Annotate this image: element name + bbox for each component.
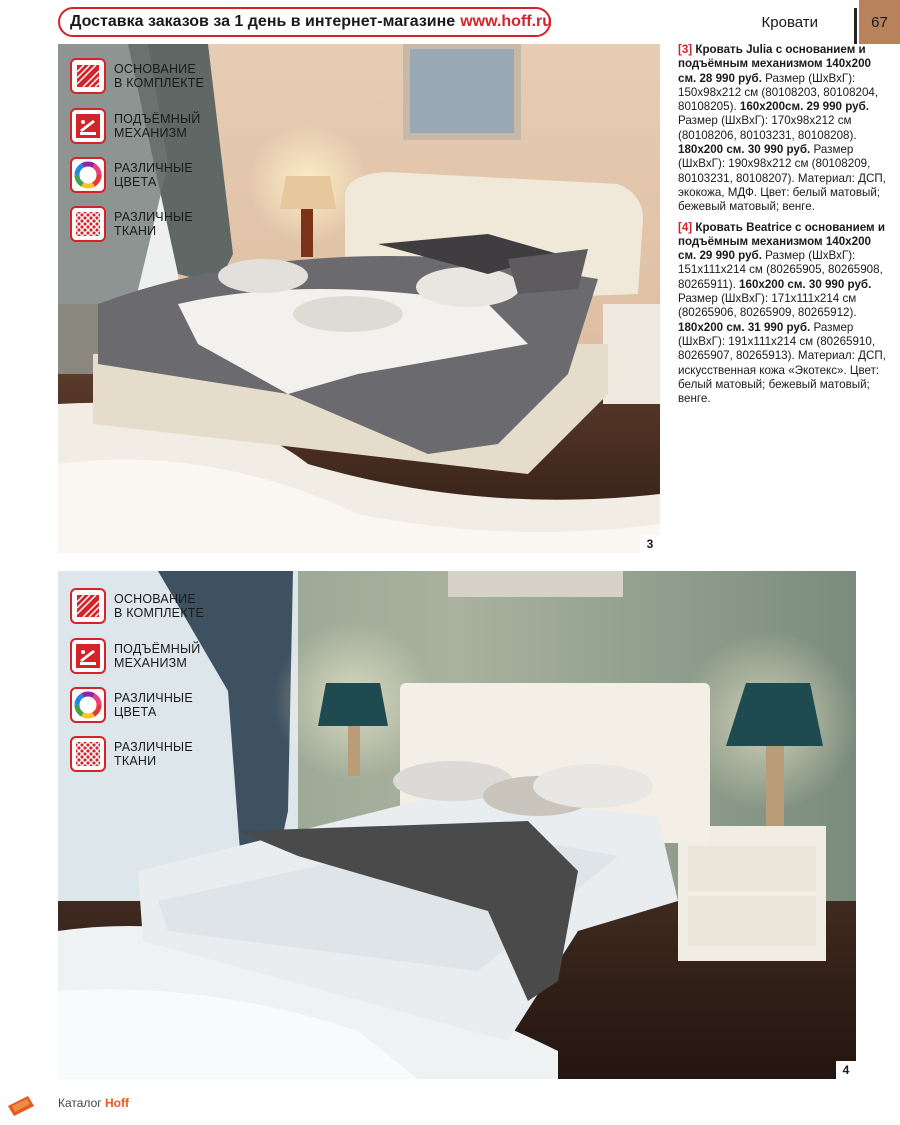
feature-base-included (70, 56, 204, 96)
feature-lift-mechanism (70, 106, 200, 146)
product-variant-price: 160х200 см. 30 990 руб. (739, 277, 872, 291)
product-variant-price: 160х200см. 29 990 руб. (739, 100, 869, 114)
product-price: 29 990 руб. (699, 249, 762, 263)
product-material: Материал: ДСП, экокожа, МДФ. Цвет: белый матовый; бежевый матовый; венге. (678, 171, 886, 214)
page-number: 67 (859, 0, 900, 44)
product-descriptions (678, 43, 888, 412)
banner-url-link[interactable]: www.hoff.ru (460, 13, 553, 30)
color-wheel-icon (70, 157, 106, 193)
delivery-banner[interactable] (58, 7, 551, 37)
feature-label: РАЗЛИЧНЫЕ ЦВЕТА (114, 161, 193, 189)
color-wheel-icon (70, 687, 106, 723)
footer-brand: Hoff (104, 1096, 129, 1110)
feature-colors (70, 685, 193, 725)
section-title: Кровати (761, 14, 818, 31)
feature-label: ОСНОВАНИЕ В КОМПЛЕКТЕ (114, 62, 205, 90)
fabric-icon (70, 736, 106, 772)
product-variant-price: 180х200 см. 31 990 руб. (678, 320, 811, 334)
product-size: Размер (ШхВхГ): 190х98х212 см (80108209, 80103231, 80108207). (678, 143, 871, 185)
feature-fabrics (70, 734, 193, 774)
base-included-icon (70, 58, 106, 94)
product-title: Кровать Julia с основанием и подъёмным механизмом 140х200 см. (678, 43, 871, 85)
lift-mechanism-icon (70, 638, 106, 674)
product-ref: [3] (678, 43, 693, 56)
header-divider (854, 8, 857, 44)
photo-number-badge: 3 (640, 535, 660, 553)
fabric-icon (70, 206, 106, 242)
footer-catalog-label (58, 1096, 129, 1110)
photo-number-badge: 4 (836, 1061, 856, 1079)
product-beatrice-description (678, 221, 888, 407)
feature-colors (70, 155, 193, 195)
feature-label: РАЗЛИЧНЫЕ ТКАНИ (114, 210, 193, 238)
feature-label: ПОДЪЁМНЫЙ МЕХАНИЗМ (114, 112, 201, 140)
feature-label: ПОДЪЁМНЫЙ МЕХАНИЗМ (114, 642, 201, 670)
product-title: Кровать Beatrice с основанием и подъёмным механизмом 140х200 см. (678, 220, 885, 263)
product-ref: [4] (678, 220, 693, 234)
feature-label: РАЗЛИЧНЫЕ ЦВЕТА (114, 691, 193, 719)
hoff-logo-icon (6, 1092, 36, 1122)
product-size: Размер (ШхВхГ): 170х98х212 см (80108206, 80103231, 80108208). (678, 114, 857, 142)
lift-mechanism-icon (70, 108, 106, 144)
product-material: Материал: ДСП, искусственная кожа «Экотекс». Цвет: белый матовый; бежевый матовый; венге. (678, 349, 886, 406)
feature-label: РАЗЛИЧНЫЕ ТКАНИ (114, 740, 193, 768)
feature-lift-mechanism (70, 636, 200, 676)
banner-text: Доставка заказов за 1 день в интернет-магазине (70, 13, 456, 30)
product-size: Размер (ШхВхГ): 171х111х214 см (80265906, 80265909, 80265912). (678, 292, 857, 320)
feature-label: ОСНОВАНИЕ В КОМПЛЕКТЕ (114, 592, 205, 620)
product-julia-description (678, 43, 888, 215)
product-price: 28 990 руб. (699, 71, 762, 85)
base-included-icon (70, 588, 106, 624)
product-size: Размер (ШхВхГ): 191х111х214 см (80265910, 80265907, 80265913). (678, 320, 876, 363)
product-size: Размер (ШхВхГ): 151х111х214 см (80265905, 80265908, 80265911). (678, 249, 883, 291)
product-size: Размер (ШхВхГ): 150х98х212 см (80108203, 80108204, 80108205). (678, 71, 879, 114)
footer-text: Каталог (58, 1096, 105, 1110)
feature-fabrics (70, 204, 193, 244)
feature-base-included (70, 586, 204, 626)
product-variant-price: 180х200 см. 30 990 руб. (678, 143, 811, 157)
